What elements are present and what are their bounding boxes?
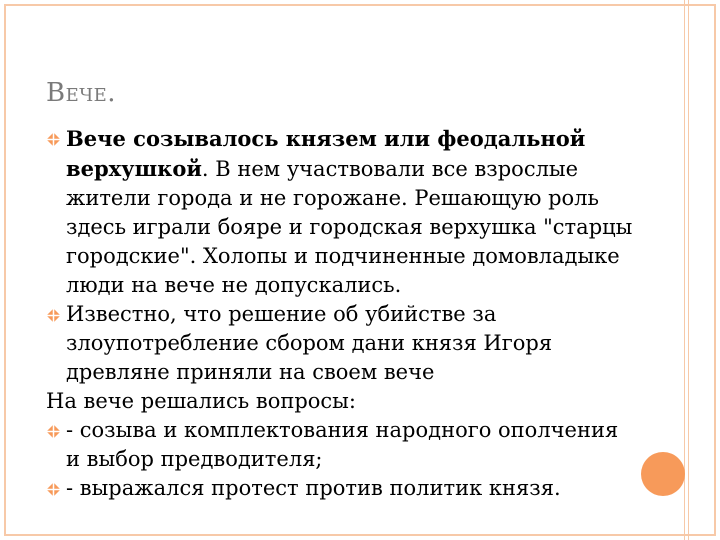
decorative-circle bbox=[641, 452, 685, 496]
item-text: - созыва и комплектования народного ополчения и выбор предводителя; bbox=[66, 418, 619, 471]
bullet-item bbox=[46, 416, 636, 474]
slide-title: Вече. bbox=[46, 78, 117, 108]
bullet-icon bbox=[46, 308, 61, 323]
bullet-item bbox=[46, 124, 636, 300]
frame-divider bbox=[688, 0, 689, 540]
bullet-icon bbox=[46, 482, 61, 497]
item-text: - выражался протест против политик князя. bbox=[66, 476, 561, 500]
item-text: Известно, что решение об убийстве за злоупотребление сбором дани князя Игоря древляне приняли на своем вече bbox=[66, 302, 553, 384]
bullet-item bbox=[46, 300, 636, 387]
bullet-item bbox=[46, 474, 636, 503]
item-text: . В нем участвовали все взрослые жители города и не горожане. Решающую роль здесь играли бояре и городская верхушка "старцы городские". Холопы и подчиненные домовладыке люди на вече не допускались. bbox=[66, 157, 633, 297]
plain-line: На вече решались вопросы: bbox=[46, 389, 356, 413]
frame-divider bbox=[684, 0, 685, 540]
bold-text: Вече созывалось князем или феодальной верхушкой bbox=[66, 126, 586, 181]
bullet-icon bbox=[46, 424, 61, 439]
slide-body bbox=[46, 124, 636, 503]
bullet-icon bbox=[46, 132, 61, 147]
